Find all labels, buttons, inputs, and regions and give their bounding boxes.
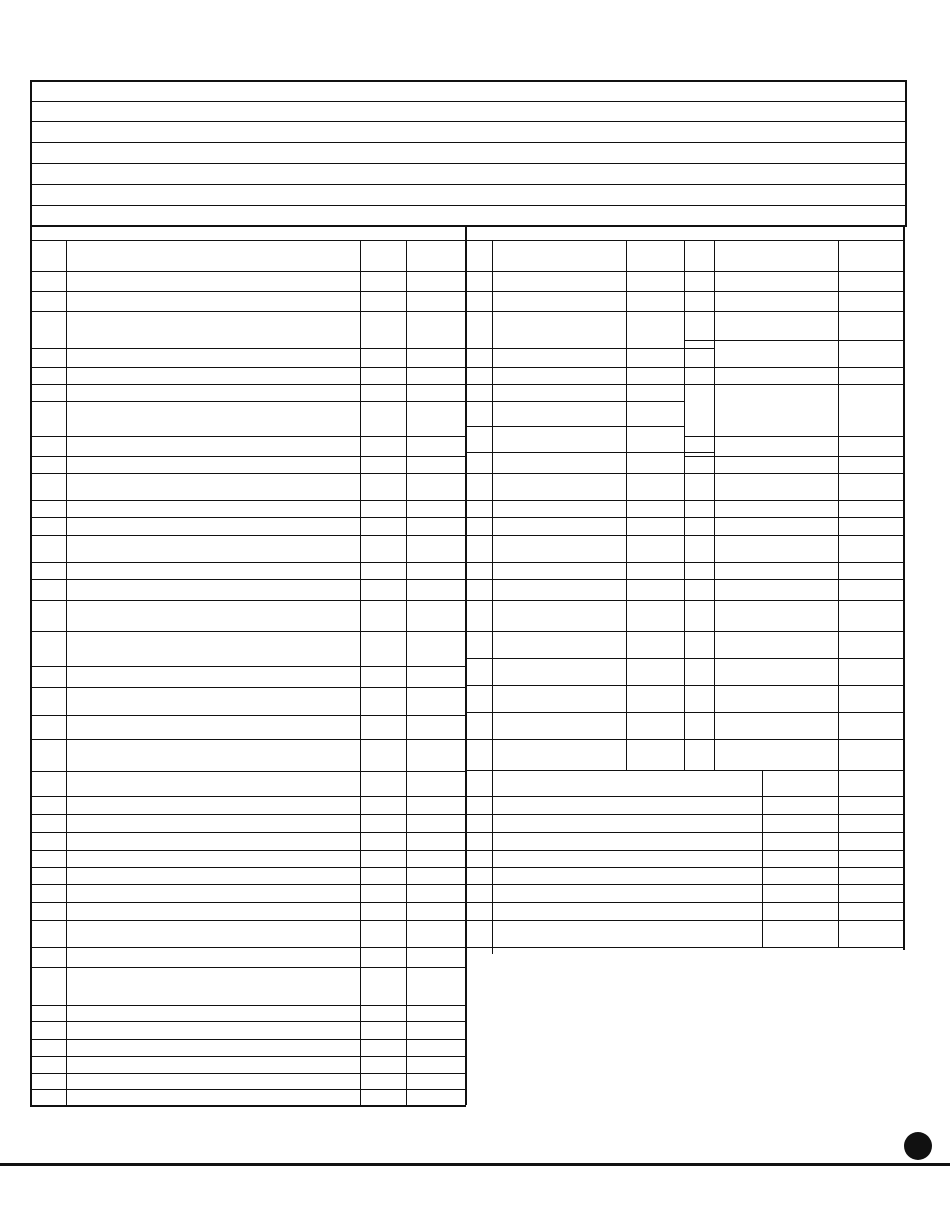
cell-border [684, 600, 905, 601]
row-divider [30, 579, 466, 580]
row-divider [30, 832, 466, 833]
punch-hole-icon [904, 1132, 932, 1160]
cell-border [465, 500, 715, 501]
row-divider [30, 517, 466, 518]
row-divider [30, 739, 466, 740]
row-divider [30, 867, 466, 868]
cell-border [465, 920, 905, 921]
row-divider [30, 967, 466, 968]
cell-border [465, 814, 905, 815]
cell-border [465, 473, 715, 474]
row-divider [30, 1056, 466, 1057]
row-divider [30, 631, 466, 632]
row-divider [30, 1021, 466, 1022]
cell-border [465, 884, 905, 885]
cell-border [684, 500, 905, 501]
cell-border [465, 947, 905, 948]
row-divider [30, 401, 466, 402]
row-divider [30, 947, 466, 948]
row-divider [30, 666, 466, 667]
cell-border [684, 384, 905, 385]
row-divider [30, 920, 466, 921]
cell-border [465, 535, 715, 536]
cell-border [465, 562, 715, 563]
cell-border [684, 658, 905, 659]
cell-border [465, 291, 715, 292]
row-divider [30, 902, 466, 903]
row-divider [30, 814, 466, 815]
cell-border [465, 832, 905, 833]
cell-border [465, 867, 905, 868]
row-divider [30, 850, 466, 851]
cell-border [465, 517, 715, 518]
row-divider [30, 348, 466, 349]
cell-border [465, 902, 905, 903]
row-divider [30, 1005, 466, 1006]
cell-border [684, 291, 905, 292]
row-divider [30, 311, 466, 312]
cell-border [465, 311, 715, 312]
cell-border [465, 452, 715, 453]
cell-border [684, 631, 905, 632]
row-divider [30, 1089, 466, 1090]
row-divider [30, 367, 466, 368]
cell-border [684, 271, 905, 272]
cell-border [465, 384, 715, 385]
cell-border [684, 535, 905, 536]
cell-border [465, 271, 715, 272]
cell-border [684, 562, 905, 563]
cell-border [465, 367, 715, 368]
row-divider [30, 600, 466, 601]
cell-border [465, 579, 715, 580]
cell-border [465, 426, 685, 427]
cell-border [684, 367, 905, 368]
cell-border [465, 739, 905, 740]
cell-border [684, 436, 905, 437]
row-divider [30, 456, 466, 457]
row-divider [30, 687, 466, 688]
cell-border [684, 340, 905, 341]
cell-border [465, 770, 905, 771]
cell-border [465, 850, 905, 851]
row-divider [30, 436, 466, 437]
row-divider [30, 562, 466, 563]
row-divider [30, 473, 466, 474]
row-divider [30, 291, 466, 292]
cell-border [465, 685, 715, 686]
cell-border [684, 712, 905, 713]
cell-border [684, 473, 905, 474]
row-divider [30, 535, 466, 536]
cell-border [684, 456, 905, 457]
cell-border [465, 600, 715, 601]
cell-border [465, 712, 715, 713]
row-divider [30, 796, 466, 797]
row-divider [30, 1039, 466, 1040]
cell-border [684, 579, 905, 580]
row-divider [30, 715, 466, 716]
cell-border [465, 658, 715, 659]
row-divider [30, 384, 466, 385]
cell-border [465, 401, 685, 402]
row-divider [30, 500, 466, 501]
row-divider [30, 1073, 466, 1074]
row-divider [30, 884, 466, 885]
row-divider [30, 1105, 466, 1106]
cell-border [684, 311, 905, 312]
cell-border [684, 517, 905, 518]
cell-border [465, 796, 905, 797]
cell-border [684, 685, 905, 686]
row-divider [30, 271, 466, 272]
cell-border [465, 631, 715, 632]
row-divider [30, 771, 466, 772]
cell-border [465, 348, 715, 349]
